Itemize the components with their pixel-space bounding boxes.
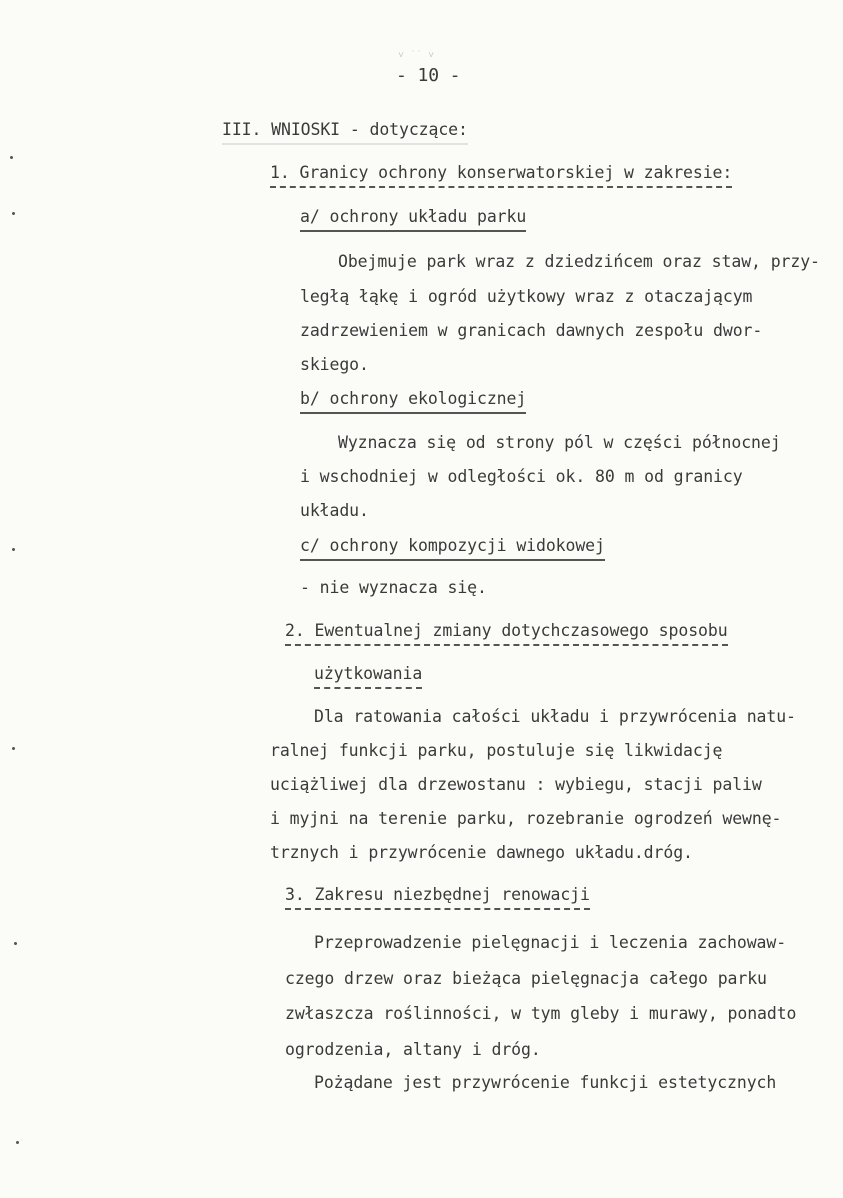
- item3-line: Przeprowadzenie pielęgnacji i leczenia zachowaw-: [314, 933, 787, 952]
- margin-speck: [12, 548, 15, 551]
- item1-b-line: Wyznacza się od strony pól w części północnej: [338, 433, 781, 452]
- margin-speck: [16, 1141, 19, 1144]
- item1-heading: 1. Granicy ochrony konserwatorskiej w zakresie:: [270, 163, 732, 188]
- item1-b-line: układu.: [300, 501, 369, 520]
- item3-last-line: Pożądane jest przywrócenie funkcji estetycznych: [314, 1073, 777, 1092]
- item1-c-line: - nie wyznacza się.: [300, 578, 487, 597]
- item1-c-heading: c/ ochrony kompozycji widokowej: [300, 536, 605, 561]
- section-heading: III. WNIOSKI - dotyczące:: [222, 120, 468, 145]
- margin-speck: [12, 747, 15, 750]
- margin-speck: [12, 212, 15, 215]
- faint-mark: ˅ ˙˙ ˅: [398, 50, 435, 61]
- item1-a-line: ległą łąkę i ogród użytkowy wraz z otaczającym: [300, 287, 753, 306]
- margin-speck: [14, 942, 17, 945]
- item2-heading-line2: użytkowania: [314, 664, 422, 689]
- item1-a-heading: a/ ochrony układu parku: [300, 207, 526, 232]
- page-number: - 10 -: [396, 65, 461, 86]
- item1-b-heading: b/ ochrony ekologicznej: [300, 389, 526, 414]
- item3-line: czego drzew oraz bieżąca pielęgnacja całego parku: [285, 969, 767, 988]
- margin-speck: [10, 156, 13, 159]
- item3-line: ogrodzenia, altany i dróg.: [285, 1040, 541, 1059]
- item2-line: Dla ratowania całości układu i przywrócenia natu-: [314, 707, 796, 726]
- item2-line: uciążliwej dla drzewostanu : wybiegu, stacji paliw: [270, 775, 762, 794]
- item2-line: trznych i przywrócenie dawnego układu.dróg.: [270, 843, 693, 862]
- item3-line: zwłaszcza roślinności, w tym gleby i murawy, ponadto: [285, 1004, 797, 1023]
- item1-b-line: i wschodniej w odległości ok. 80 m od granicy: [300, 467, 743, 486]
- item1-a-line: Obejmuje park wraz z dziedzińcem oraz staw, przy-: [338, 252, 820, 271]
- item2-line: i myjni na terenie parku, rozebranie ogrodzeń wewnę-: [270, 809, 782, 828]
- item2-heading-line1: 2. Ewentualnej zmiany dotychczasowego sposobu: [285, 621, 728, 646]
- item3-heading: 3. Zakresu niezbędnej renowacji: [285, 885, 590, 910]
- item1-a-line: skiego.: [300, 355, 369, 374]
- item1-a-line: zadrzewieniem w granicach dawnych zespołu dwor-: [300, 321, 763, 340]
- item2-line: ralnej funkcji parku, postuluje się likwidację: [270, 741, 723, 760]
